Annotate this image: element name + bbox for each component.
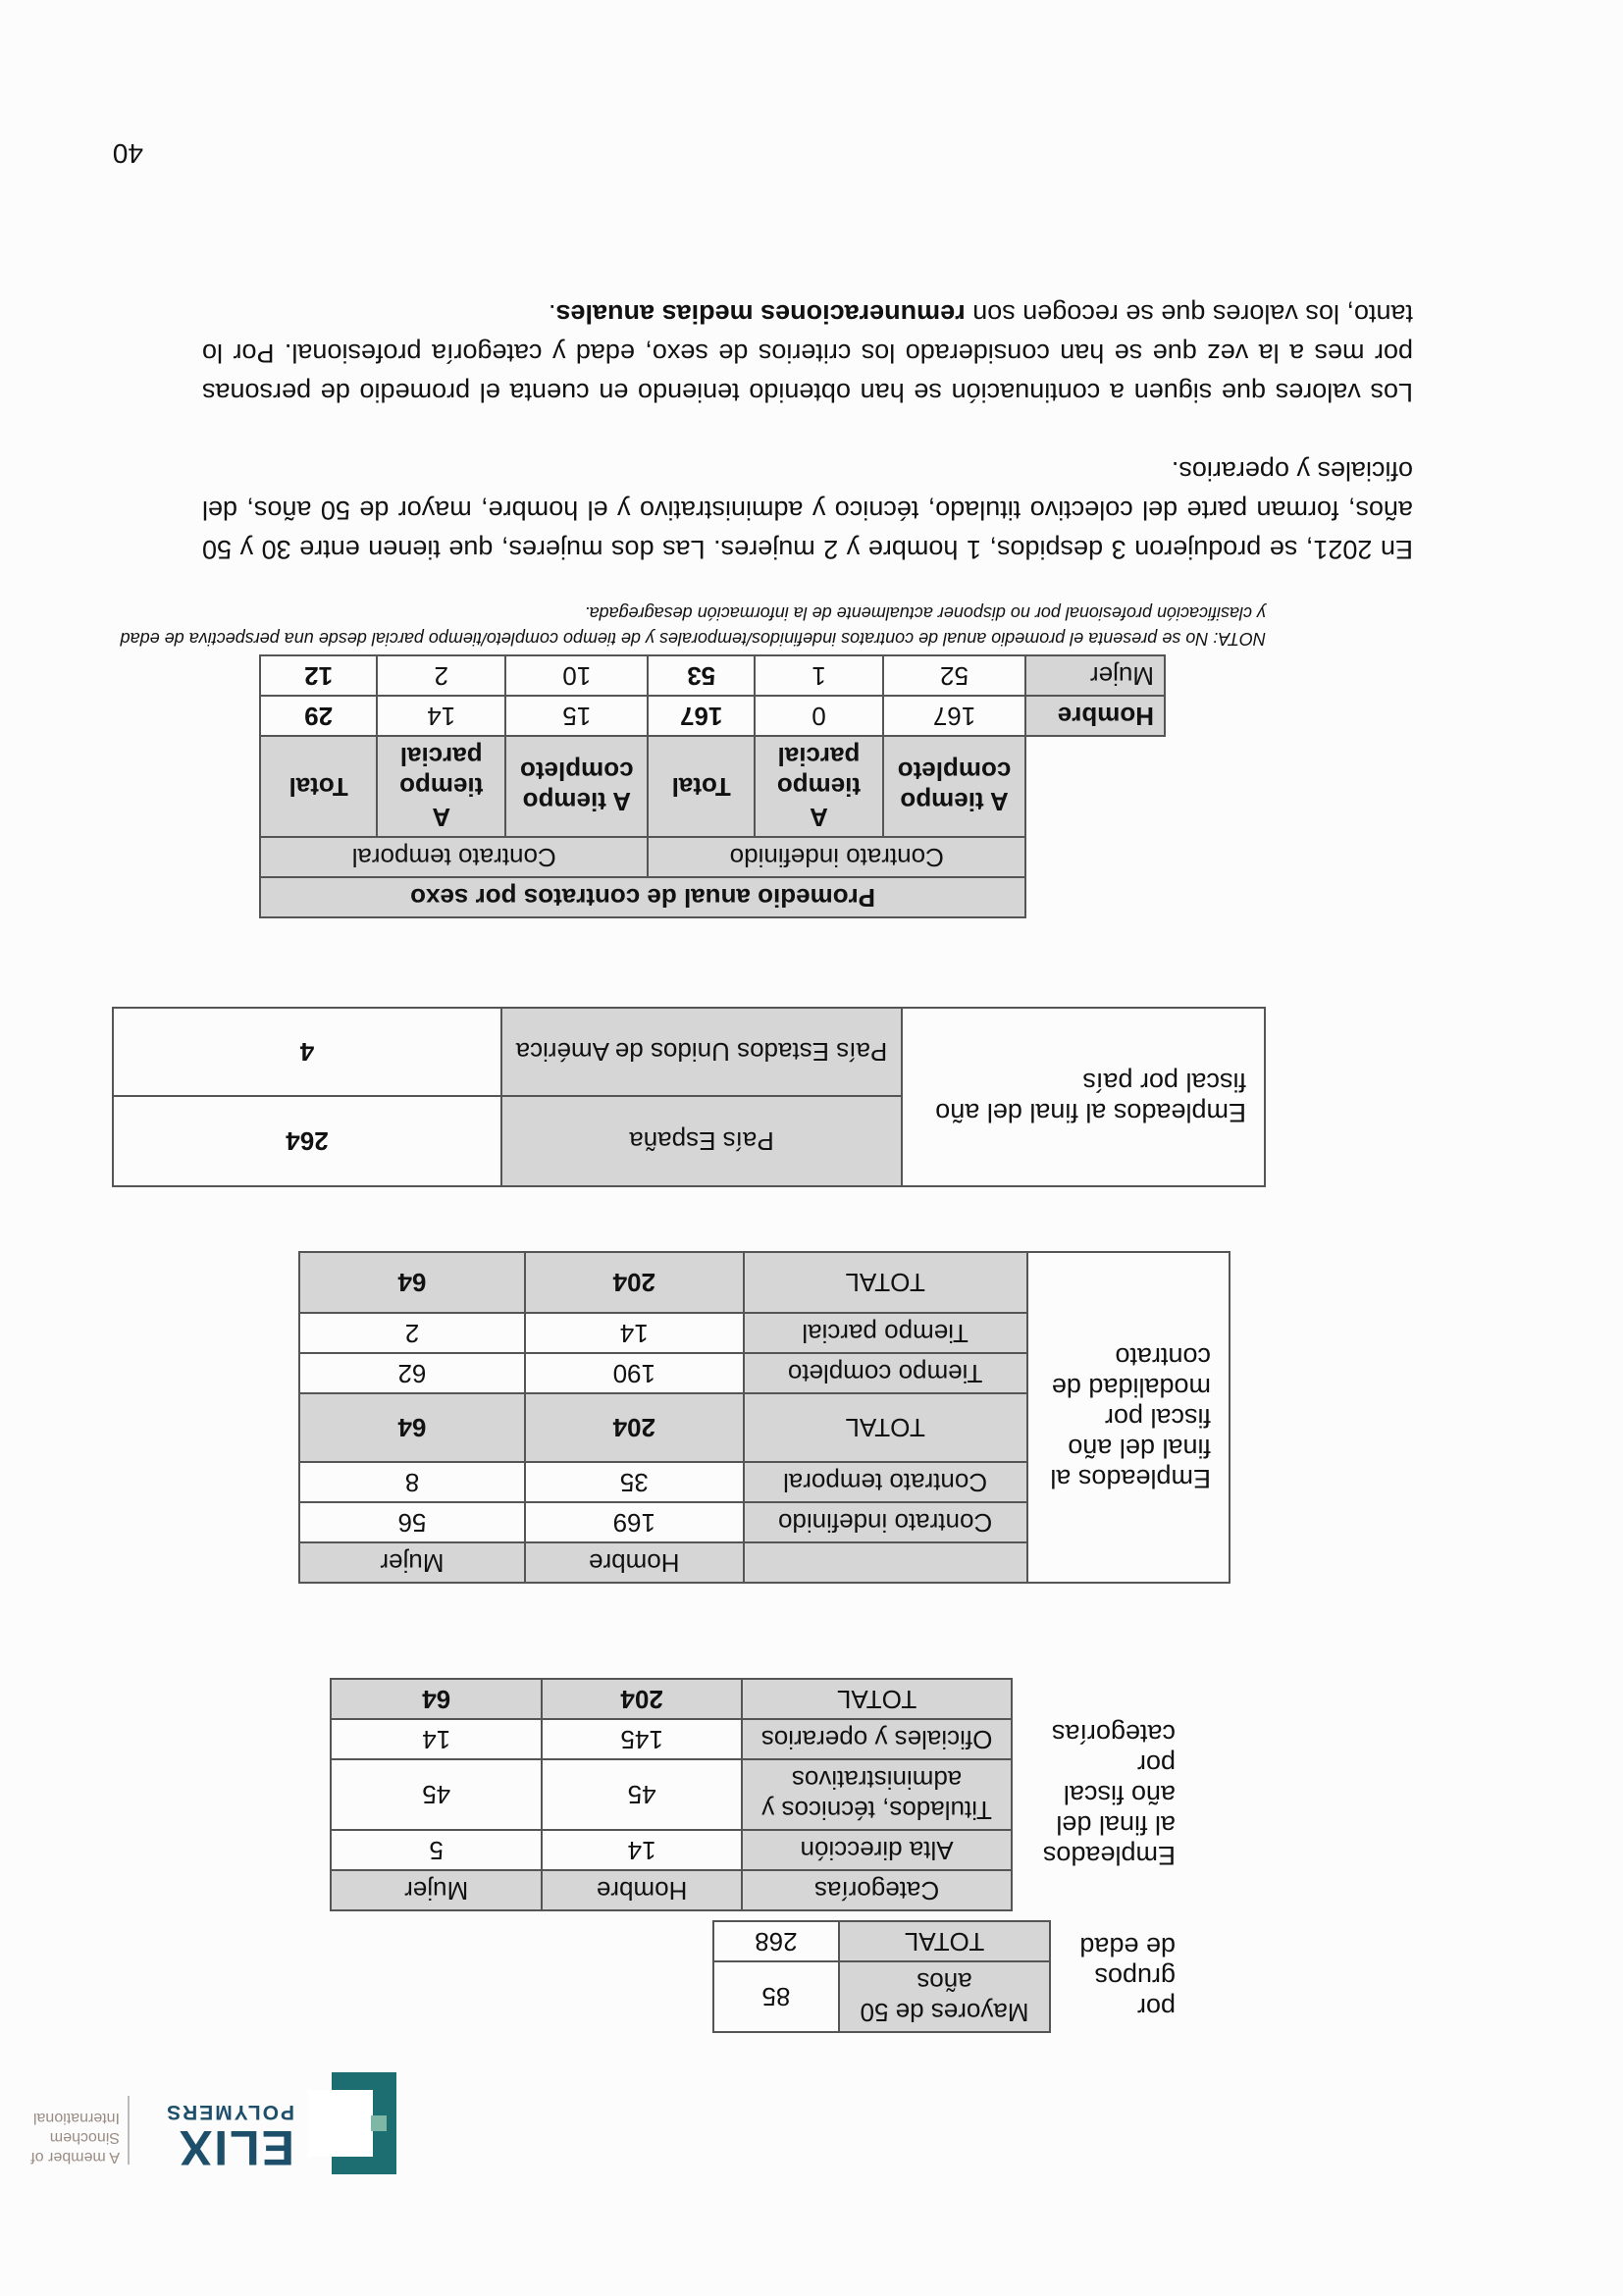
age-total-label: TOTAL <box>839 1921 1051 1961</box>
avg-contracts-sexo: Hombre <box>1025 696 1165 736</box>
avg-contracts-cell: 167 <box>883 696 1025 736</box>
logo-sub: POLYMERS <box>165 2101 294 2123</box>
paragraph-remuneration <box>202 294 1413 412</box>
age-group-table <box>712 1920 1193 2033</box>
avg-contracts-cell: 53 <box>648 655 755 696</box>
logo-member-line1: A member of <box>30 2149 120 2166</box>
contract-type-cell: 8 <box>299 1462 525 1502</box>
avg-contracts-cell: 167 <box>648 696 755 736</box>
company-logo <box>30 2064 396 2182</box>
avg-contracts-subheader: Total <box>260 736 377 837</box>
categories-cell: Alta dirección <box>742 1830 1012 1870</box>
avg-contracts-cell: 29 <box>260 696 377 736</box>
page-number: 40 <box>112 138 143 169</box>
contract-type-total2-hombre: 204 <box>525 1252 744 1313</box>
categories-cell: Titulados, técnicos y administrativos <box>742 1759 1012 1830</box>
categories-cell: Oficiales y operarios <box>742 1719 1012 1759</box>
country-row-label: Empleados al final del año fiscal por país <box>902 1008 1265 1186</box>
avg-contracts-subheader: A tiempo completo <box>883 736 1025 837</box>
logo-member <box>12 2108 120 2166</box>
avg-contracts-subheader: A tiempo parcial <box>377 736 505 837</box>
contract-type-cell: Contrato indefinido <box>744 1502 1027 1542</box>
categories-header-mujer: Mujer <box>331 1870 542 1910</box>
contract-type-cell: 2 <box>299 1313 525 1353</box>
logo-divider <box>128 2096 130 2165</box>
country-cell: 264 <box>113 1096 501 1186</box>
avg-contracts-subheader: A tiempo parcial <box>755 736 883 837</box>
avg-contracts-title: Promedio anual de contratos por sexo <box>260 877 1025 917</box>
avg-contracts-corner <box>1025 736 1165 917</box>
table-row <box>260 655 1165 696</box>
logo-wordmark <box>165 2100 294 2175</box>
categories-cell: 14 <box>331 1719 542 1759</box>
categories-header-cat: Categorías <box>742 1870 1012 1910</box>
categories-table <box>330 1678 1193 1911</box>
categories-cell: 145 <box>542 1719 742 1759</box>
age-value: 85 <box>713 1961 839 2032</box>
logo-mark-icon <box>308 2072 396 2174</box>
avg-contracts-cell: 2 <box>377 655 505 696</box>
avg-contracts-cell: 52 <box>883 655 1025 696</box>
contract-type-cell: 14 <box>525 1313 744 1353</box>
contract-type-total2-label: TOTAL <box>744 1252 1027 1313</box>
contract-type-header-hombre: Hombre <box>525 1542 744 1583</box>
contract-type-header-mujer: Mujer <box>299 1542 525 1583</box>
categories-cell: 14 <box>542 1830 742 1870</box>
avg-contracts-cell: 14 <box>377 696 505 736</box>
country-cell: País España <box>501 1096 902 1186</box>
avg-contracts-cell: 0 <box>755 696 883 736</box>
categories-row-label: Empleados al final del año fiscal por categorías <box>1042 1719 1176 1871</box>
country-table <box>112 1007 1266 1187</box>
categories-cell: 45 <box>331 1759 542 1830</box>
contract-type-total1-label: TOTAL <box>744 1393 1027 1462</box>
contract-type-total1-hombre: 204 <box>525 1393 744 1462</box>
avg-contracts-group2: Contrato temporal <box>260 837 648 877</box>
contract-type-total1-mujer: 64 <box>299 1393 525 1462</box>
categories-total-hombre: 204 <box>542 1679 742 1719</box>
contract-type-cell: Tiempo completo <box>744 1353 1027 1393</box>
country-cell: 4 <box>113 1008 501 1096</box>
avg-contracts-cell: 1 <box>755 655 883 696</box>
contract-type-total2-mujer: 64 <box>299 1252 525 1313</box>
table-note: NOTA: No se presenta el promedio anual de contratos indefinidos/temporales y de tiempo completo/tiempo parcial desde una perspectiva de edad y clasificación profesional por no disponer actualmente de la información desagregada. <box>120 603 1266 649</box>
country-cell: País Estados Unidos de América <box>501 1008 902 1096</box>
contract-type-cell: 35 <box>525 1462 744 1502</box>
avg-contracts-sexo: Mujer <box>1025 655 1165 696</box>
contract-type-cell: 169 <box>525 1502 744 1542</box>
contract-type-cell: 62 <box>299 1353 525 1393</box>
table-row <box>260 696 1165 736</box>
logo-member-line3: International <box>32 2110 120 2126</box>
categories-header-hombre: Hombre <box>542 1870 742 1910</box>
logo-member-line2: Sinochem <box>49 2129 120 2146</box>
age-total-value: 268 <box>713 1921 839 1961</box>
contract-type-cell: Contrato temporal <box>744 1462 1027 1502</box>
avg-contracts-cell: 12 <box>260 655 377 696</box>
age-row-label: por grupos de edad <box>1050 1921 1193 2032</box>
paragraph-remuneration-bold: remuneraciones medias anuales <box>555 299 966 329</box>
avg-contracts-cell: 15 <box>505 696 648 736</box>
avg-contracts-subheader: A tiempo completo <box>505 736 648 837</box>
avg-contracts-group1: Contrato indefinido <box>648 837 1025 877</box>
avg-contracts-subheader: Total <box>648 736 755 837</box>
contract-type-header-blank <box>744 1542 1027 1583</box>
contract-type-row-label: Empleados al final del año fiscal por modalidad de contrato <box>1027 1252 1230 1583</box>
paragraph-remuneration-end: . <box>548 299 556 329</box>
paragraph-dismissals: En 2021, se produjeron 3 despidos, 1 hombre y 2 mujeres. Las dos mujeres, que tienen entre 30 y 50 años, forman parte del colectivo titulado, técnico y administrativo y el hombre, mayor de 50 años, del oficiales y operarios. <box>202 456 1413 564</box>
logo-brand: ELIX <box>177 2120 294 2175</box>
paragraph-remuneration-text: Los valores que siguen a continuación se han obtenido teniendo en cuenta el promedio de personas por mes a la vez que se han considerado los criterios de sexo, edad y categoría profesional. Por lo tanto, los valores que se recogen son <box>202 299 1413 407</box>
table-row <box>113 1096 1265 1186</box>
categories-cell: 5 <box>331 1830 542 1870</box>
contract-type-table <box>298 1251 1230 1584</box>
age-category: Mayores de 50 años <box>839 1961 1051 2032</box>
contract-type-cell: 56 <box>299 1502 525 1542</box>
avg-contracts-cell: 10 <box>505 655 648 696</box>
categories-total-label: TOTAL <box>742 1679 1012 1719</box>
categories-cell: 45 <box>542 1759 742 1830</box>
avg-contracts-table <box>259 654 1166 918</box>
categories-total-mujer: 64 <box>331 1679 542 1719</box>
contract-type-cell: Tiempo parcial <box>744 1313 1027 1353</box>
contract-type-cell: 190 <box>525 1353 744 1393</box>
